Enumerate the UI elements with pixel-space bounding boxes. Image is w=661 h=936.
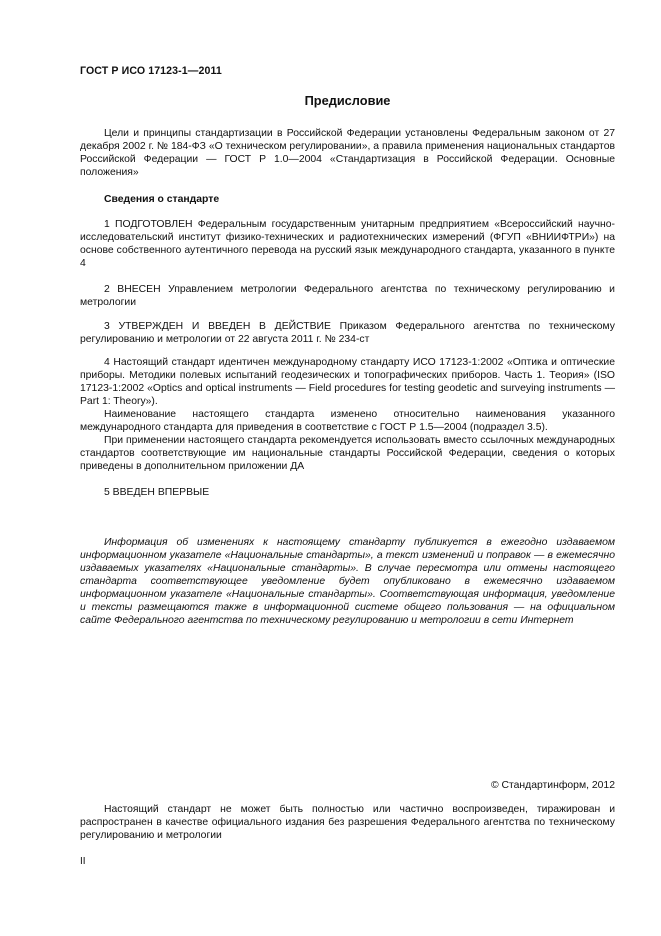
item-3 [80,320,615,346]
item-4-name-change: Наименование настоящего стандарта изменено относительно наименования указанного международного стандарта для приведения в соответствие с ГОСТ Р 1.5—2004 (подраздел 3.5). [80,409,615,433]
item-5-text: 5 ВВЕДЕН ВПЕРВЫЕ [104,487,210,498]
item-4-references: При применении настоящего стандарта рекомендуется использовать вместо ссылочных международных стандартов соответствующие им национальные стандарты Российской Федерации, сведения о которых приведены в дополнительном приложении ДА [80,435,615,472]
item-1-text: 1 ПОДГОТОВЛЕН Федеральным государственным унитарным предприятием «Всероссийский научно-исследовательский институт физико-технических и радиотехнических измерений (ФГУП «ВНИИФТРИ») на основе собственного аутентичного перевода на русский язык международного стандарта, указанного в пункте 4 [80,219,615,269]
item-1 [80,218,615,270]
item-4 [80,356,615,473]
item-5 [80,486,615,499]
item-2-text: 2 ВНЕСЕН Управлением метрологии Федерального агентства по техническому регулированию и метрологии [80,284,615,308]
copyright: © Стандартинформ, 2012 [490,780,615,791]
page-title: Предисловие [304,93,391,108]
page-number: II [80,856,86,867]
intro-paragraph [80,127,615,179]
change-info-notice [80,536,615,627]
change-info-text: Информация об изменениях к настоящему стандарту публикуется в ежегодно издаваемом информационном указателе «Национальные стандарты», а текст изменений и поправок — в ежемесячно издаваемых указателях «Национальные стандарты». В случае пересмотра или отмены настоящего стандарта соответствующее уведомление будет опубликовано в ежемесячно издаваемом информационном указателе «Национальные стандарты». Соответствующая информация, уведомление и тексты размещаются также в информационной системе общего пользования — на официальном сайте Федерального агентства по техническому регулированию и метрологии в сети Интернет [80,537,615,626]
document-code: ГОСТ Р ИСО 17123-1—2011 [80,65,222,77]
section-heading-info: Сведения о стандарте [104,194,220,205]
item-2 [80,283,615,309]
reproduction-notice-text: Настоящий стандарт не может быть полностью или частично воспроизведен, тиражирован и распространен в качестве официального издания без разрешения Федерального агентства по техническому регулированию и метрологии [80,804,615,841]
item-3-text: 3 УТВЕРЖДЕН И ВВЕДЕН В ДЕЙСТВИЕ Приказом Федерального агентства по техническому регулированию и метрологии от 22 августа 2011 г. № 234-ст [80,321,615,345]
reproduction-notice [80,803,615,842]
intro-text: Цели и принципы стандартизации в Российской Федерации установлены Федеральным законом от 27 декабря 2002 г. № 184-ФЗ «О техническом регулировании», а правила применения национальных стандартов Российской Федерации — ГОСТ Р 1.0—2004 «Стандартизация в Российской Федерации. Основные положения» [80,128,615,178]
item-4-text: 4 Настоящий стандарт идентичен международному стандарту ИСО 17123-1:2002 «Оптика и оптические приборы. Методики полевых испытаний геодезических и топографических приборов. Часть 1. Теория» (ISO 17123-1:2002 «Optics and optical instruments — Field procedures for testing geodetic and surveying instruments — Part 1: Theory»). [80,357,615,407]
